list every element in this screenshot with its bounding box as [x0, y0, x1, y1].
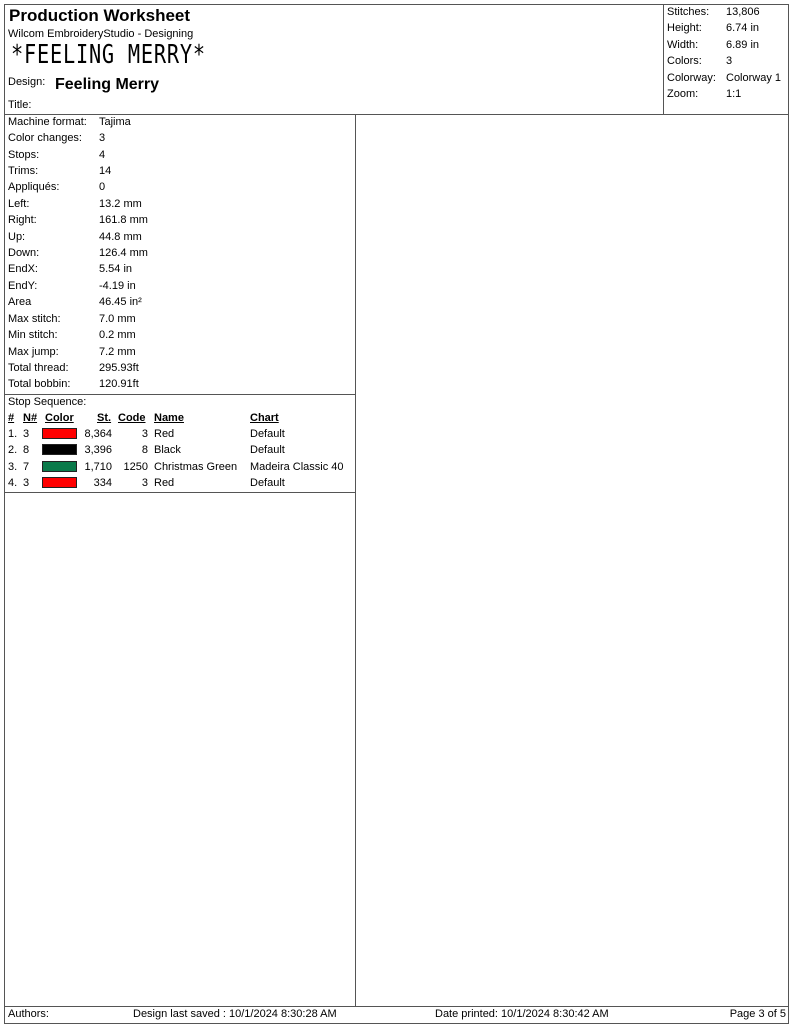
- design-label: Design:: [8, 76, 46, 88]
- row-num: 4.: [8, 477, 18, 489]
- software-name: Wilcom EmbroideryStudio - Designing: [8, 28, 194, 40]
- col-header-num: #: [8, 412, 15, 424]
- table-row: [0, 475, 350, 491]
- design-name: Feeling Merry: [55, 76, 160, 93]
- row-name: Red: [154, 428, 175, 440]
- divider: [4, 394, 356, 395]
- row-chart: Madeira Classic 40: [250, 461, 344, 473]
- row-num: 3.: [8, 461, 18, 473]
- row-code: 3: [141, 477, 148, 489]
- footer-authors: Authors:: [8, 1008, 49, 1020]
- footer-page-number: Page 3 of 5: [729, 1008, 786, 1020]
- footer-last-saved: Design last saved : 10/1/2024 8:30:28 AM: [133, 1008, 337, 1020]
- col-header-chart: Chart: [250, 412, 279, 424]
- row-needle: 3: [23, 428, 30, 440]
- table-row: [0, 459, 350, 475]
- color-swatch: [42, 428, 77, 439]
- row-needle: 8: [23, 444, 30, 456]
- row-num: 2.: [8, 444, 18, 456]
- footer-bar: [4, 1006, 789, 1024]
- row-chart: Default: [250, 444, 285, 456]
- row-needle: 3: [23, 477, 30, 489]
- col-header-needle: N#: [23, 412, 38, 424]
- page-title: Production Worksheet: [9, 6, 191, 25]
- col-header-code: Code: [118, 412, 146, 424]
- row-stitches: 3,396: [84, 444, 112, 456]
- footer-date-printed: Date printed: 10/1/2024 8:30:42 AM: [435, 1008, 609, 1020]
- row-num: 1.: [8, 428, 18, 440]
- row-code: 8: [141, 444, 148, 456]
- summary-panel: Stitches: 13,806 Height: 6.74 in Width: 6.89 in Colors: 3 Colorway: Colorway 1 Zoom: 1:1: [664, 4, 789, 115]
- row-code: 3: [141, 428, 148, 440]
- row-stitches: 1,710: [84, 461, 112, 473]
- color-swatch: [42, 461, 77, 472]
- row-chart: Default: [250, 428, 285, 440]
- color-swatch: [42, 477, 77, 488]
- col-header-stitches: St.: [97, 412, 112, 424]
- row-needle: 7: [23, 461, 30, 473]
- design-file-name: *FEELING MERRY*: [11, 40, 206, 70]
- details-column: [4, 115, 356, 1007]
- stop-sequence-title: Stop Sequence:: [8, 396, 87, 408]
- divider: [4, 492, 356, 493]
- row-stitches: 334: [93, 477, 112, 489]
- row-stitches: 8,364: [84, 428, 112, 440]
- table-row: [0, 426, 350, 442]
- table-row: [0, 442, 350, 458]
- row-name: Christmas Green: [154, 461, 238, 473]
- row-name: Red: [154, 477, 175, 489]
- col-header-name: Name: [154, 412, 184, 424]
- title-label: Title:: [8, 99, 32, 111]
- row-code: 1250: [123, 461, 148, 473]
- color-swatch: [42, 444, 77, 455]
- col-header-color: Color: [45, 412, 74, 424]
- row-chart: Default: [250, 477, 285, 489]
- row-name: Black: [154, 444, 181, 456]
